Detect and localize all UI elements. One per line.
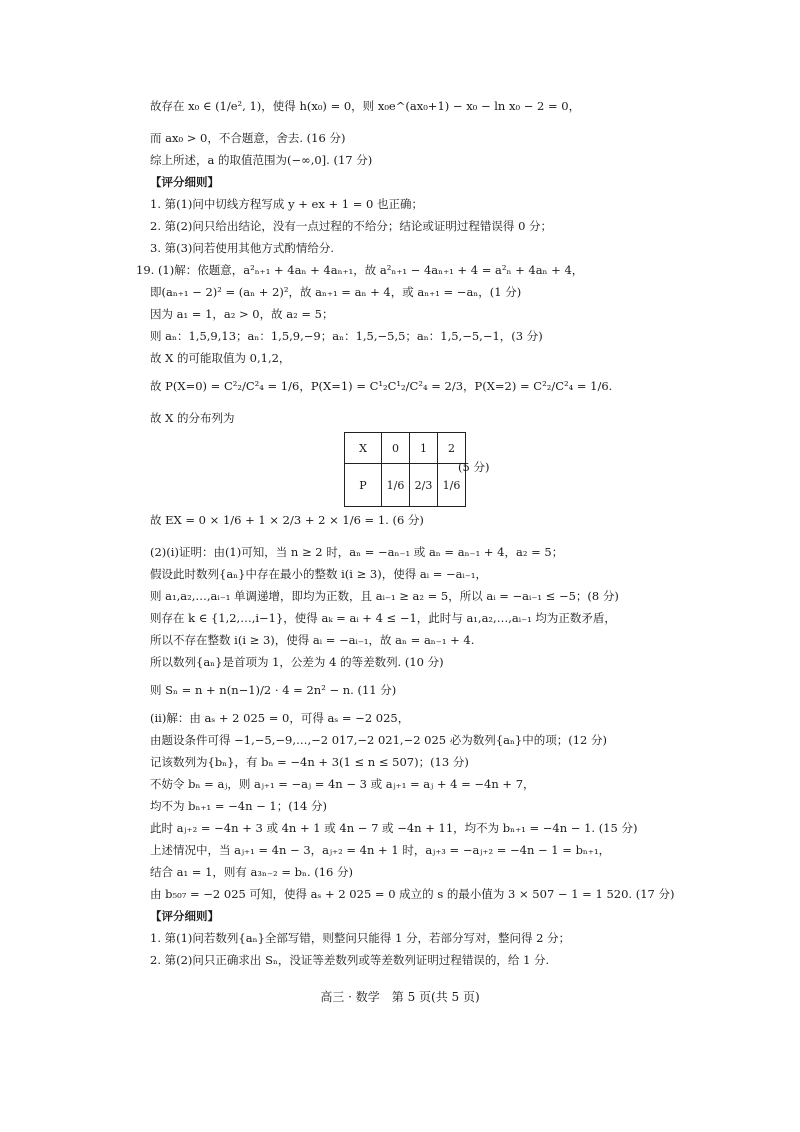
text-line: 2. 第(2)问只给出结论，没有一点过程的不给分；结论或证明过程错误得 0 分； xyxy=(150,219,553,233)
text-line: 均不为 bₙ₊₁ = −4n − 1；(14 分) xyxy=(150,799,328,813)
table-row xyxy=(345,433,466,464)
table-cell: 1/6 xyxy=(438,464,466,507)
text-line: 此时 aⱼ₊₂ = −4n + 3 或 4n + 1 或 4n − 7 或 −4n + 11，均不为 bₙ₊₁ = −4n − 1. (15 分) xyxy=(150,821,638,835)
section-heading: 【评分细则】 xyxy=(150,909,219,923)
text-line: 因为 a₁ = 1，a₂ > 0，故 a₂ = 5； xyxy=(150,307,334,321)
text-line: 不妨令 bₙ = aⱼ，则 aⱼ₊₁ = −aⱼ = 4n − 3 或 aⱼ₊₁ = aⱼ + 4 = −4n + 7， xyxy=(150,777,535,791)
table-cell: 1/6 xyxy=(382,464,410,507)
distribution-table xyxy=(344,432,466,507)
text-line: 记该数列为{bₙ}，有 bₙ = −4n + 3(1 ≤ n ≤ 507)；(13 分) xyxy=(150,755,469,769)
text-line: 故存在 x₀ ∈ (1/e², 1)，使得 h(x₀) = 0，则 x₀e^(ax₀+1) − x₀ − ln x₀ − 2 = 0， xyxy=(150,99,581,113)
page-footer: 高三 · 数学 第 5 页(共 5 页) xyxy=(320,990,480,1004)
text-line: 上述情况中，当 aⱼ₊₁ = 4n − 3，aⱼ₊₂ = 4n + 1 时，aⱼ₊₃ = −aⱼ₊₂ = −4n − 1 = bₙ₊₁， xyxy=(150,843,611,857)
text-line: 即(aₙ₊₁ − 2)² = (aₙ + 2)²，故 aₙ₊₁ = aₙ + 4，或 aₙ₊₁ = −aₙ，(1 分) xyxy=(150,285,522,299)
text-line: (2)(i)证明：由(1)可知，当 n ≥ 2 时，aₙ = −aₙ₋₁ 或 aₙ = aₙ₋₁ + 4，a₂ = 5； xyxy=(150,545,564,559)
table-score-note: (5 分) xyxy=(458,460,490,474)
text-line: 由题设条件可得 −1,−5,−9,…,−2 017,−2 021,−2 025 必为数列{aₙ}中的项；(12 分) xyxy=(150,733,607,747)
text-line: 故 EX = 0 × 1/6 + 1 × 2/3 + 2 × 1/6 = 1. (6 分) xyxy=(150,513,424,527)
text-line: 则 Sₙ = n + n(n−1)/2 · 4 = 2n² − n. (11 分) xyxy=(150,683,397,697)
text-line: 故 X 的分布列为 xyxy=(150,411,235,425)
text-line: 结合 a₁ = 1，则有 a₃ₙ₋₂ = bₙ. (16 分) xyxy=(150,865,354,879)
table-cell: 2/3 xyxy=(410,464,438,507)
text-line: 综上所述，a 的取值范围为(−∞,0]. (17 分) xyxy=(150,153,373,167)
text-line: 19. (1)解：依题意，a²ₙ₊₁ + 4aₙ + 4aₙ₊₁，故 a²ₙ₊₁ − 4aₙ₊₁ + 4 = a²ₙ + 4aₙ + 4， xyxy=(136,263,584,277)
text-line: 故 P(X=0) = C²₂/C²₄ = 1/6，P(X=1) = C¹₂C¹₂/C²₄ = 2/3，P(X=2) = C²₂/C²₄ = 1/6. xyxy=(150,379,613,393)
text-line: 则存在 k ∈ {1,2,…,i−1}，使得 aₖ = aᵢ + 4 ≤ −1，此时与 a₁,a₂,…,aᵢ₋₁ 均为正数矛盾， xyxy=(150,611,616,625)
text-line: 而 ax₀ > 0，不合题意，舍去. (16 分) xyxy=(150,131,346,145)
table-cell: 0 xyxy=(382,433,410,464)
table-row xyxy=(345,464,466,507)
text-line: 假设此时数列{aₙ}中存在最小的整数 i(i ≥ 3)，使得 aᵢ = −aᵢ₋₁， xyxy=(150,567,487,581)
table-cell: X xyxy=(345,433,382,464)
text-line: 1. 第(1)问中切线方程写成 y + ex + 1 = 0 也正确； xyxy=(150,197,423,211)
text-line: 2. 第(2)问只正确求出 Sₙ，没证等差数列或等差数列证明过程错误的，给 1 分. xyxy=(150,953,550,967)
text-line: 1. 第(1)问若数列{aₙ}全部写错，则整问只能得 1 分，若部分写对，整问得 2 分； xyxy=(150,931,571,945)
text-line: 由 b₅₀₇ = −2 025 可知，使得 aₛ + 2 025 = 0 成立的 s 的最小值为 3 × 507 − 1 = 1 520. (17 分) xyxy=(150,887,675,901)
table-cell: 1 xyxy=(410,433,438,464)
text-line: 则 aₙ：1,5,9,13；aₙ：1,5,9,−9；aₙ：1,5,−5,5；aₙ：1,5,−5,−1，(3 分) xyxy=(150,329,543,343)
text-line: 故 X 的可能取值为 0,1,2， xyxy=(150,351,291,365)
text-line: 所以不存在整数 i(i ≥ 3)，使得 aᵢ = −aᵢ₋₁，故 aₙ = aₙ₋₁ + 4. xyxy=(150,633,475,647)
table-cell: 2 xyxy=(438,433,466,464)
text-line: (ii)解：由 aₛ + 2 025 = 0，可得 aₛ = −2 025， xyxy=(150,711,410,725)
section-heading: 【评分细则】 xyxy=(150,175,219,189)
text-line: 则 a₁,a₂,…,aᵢ₋₁ 单调递增，即均为正数，且 aᵢ₋₁ ≥ a₂ = 5，所以 aᵢ = −aᵢ₋₁ ≤ −5；(8 分) xyxy=(150,589,619,603)
text-line: 所以数列{aₙ}是首项为 1，公差为 4 的等差数列. (10 分) xyxy=(150,655,444,669)
table-cell: P xyxy=(345,464,382,507)
text-line: 3. 第(3)问若使用其他方式酌情给分. xyxy=(150,241,335,255)
